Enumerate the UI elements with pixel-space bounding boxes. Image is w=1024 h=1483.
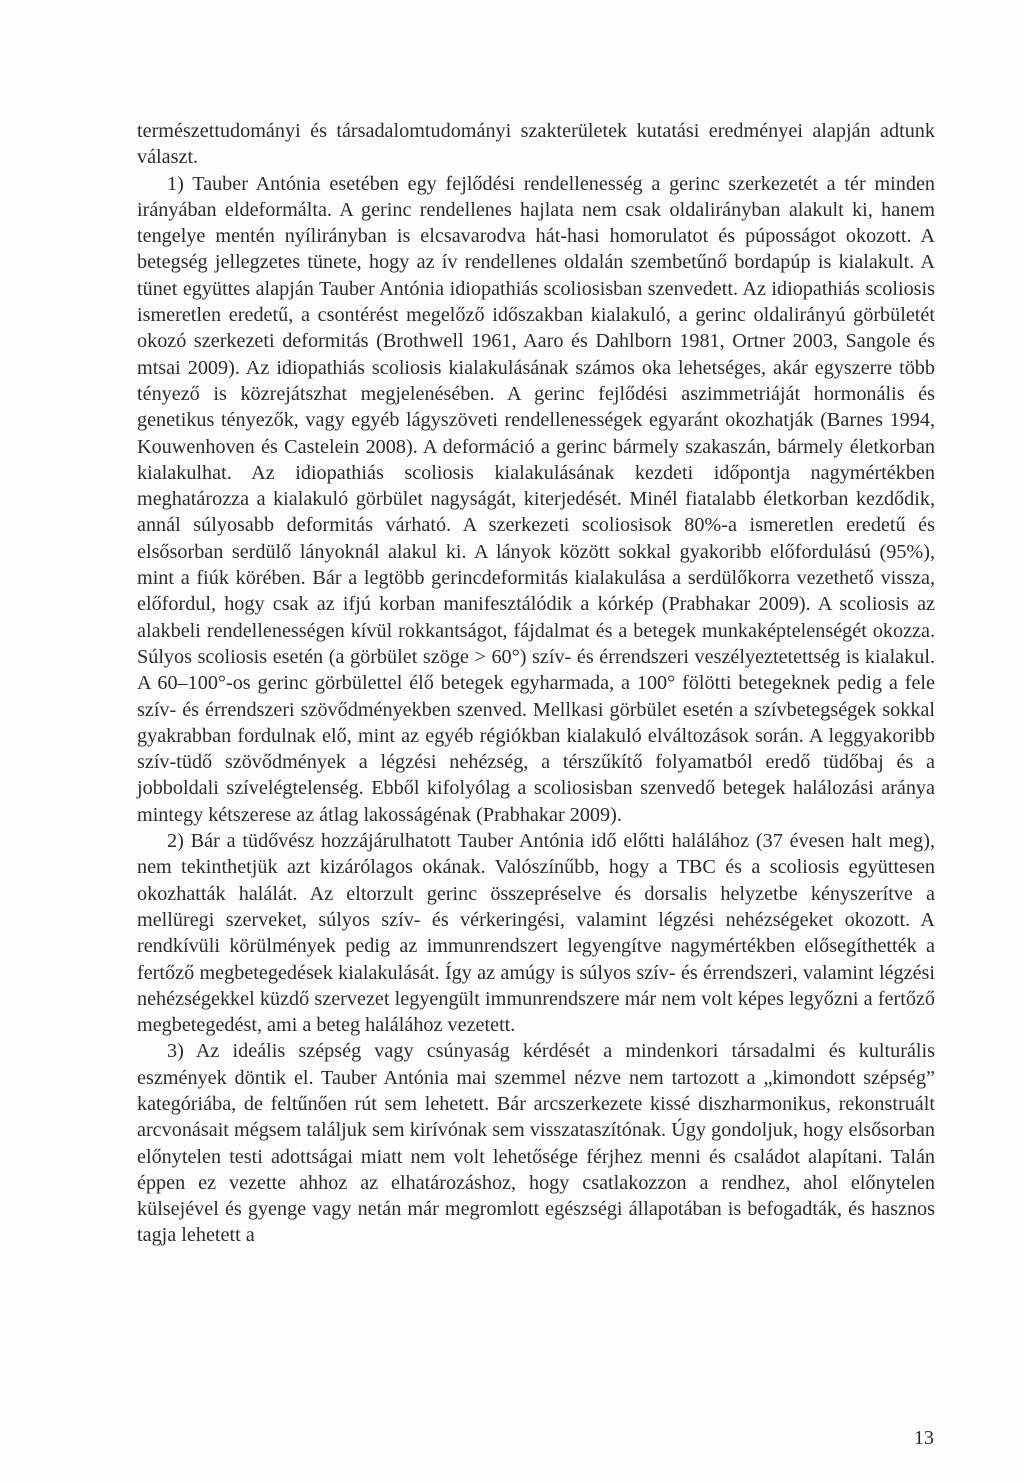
paragraph-2-tuberculosis: 2) Bár a tüdővész hozzájárulhatott Tauber Antónia idő előtti halálához (37 évesen halt meg), nem tekinthetjük azt kizárólagos okának. Valószínűbb, hogy a TBC és a scoliosis együttesen okozhatták halálát. Az eltorzult gerinc összepréselve és dorsalis helyzetbe kényszerítve a mellüregi szerveket, súlyos szív- és vérkeringési, valamint légzési nehézségeket okozott. A rendkívüli körülmények pedig az immunrendszert legyengítve nagymértékben elősegíthették a fertőző megbetegedések kialakulását. Így az amúgy is súlyos szív- és érrendszeri, valamint légzési nehézségekkel küzdő szervezet legyengült immunrendszere már nem volt képes legyőzni a fertőző megbetegedést, ami a beteg halálához vezetett. — [137, 830, 935, 1037]
body-text — [137, 118, 935, 1249]
paragraph-1-scoliosis: 1) Tauber Antónia esetében egy fejlődési rendellenesség a gerinc szerkezetét a tér minden irányában eldeformálta. A gerinc rendellenes hajlata nem csak oldalirányban alakult ki, hanem tengelye mentén nyílirányban is elcsavarodva hát-hasi homorulatot és púposságot okozott. A betegség jellegzetes tünete, hogy az ív rendellenes oldalán szembetűnő bordapúp is kialakult. A tünet együttes alapján Tauber Antónia idiopathiás scoliosisban szenvedett. Az idiopathiás scoliosis ismeretlen eredetű, a csontérést megelőző időszakban kialakuló, a gerinc oldalirányú görbületét okozó szerkezeti deformitás (Brothwell 1961, Aaro és Dahlborn 1981, Ortner 2003, Sangole és mtsai 2009). Az idiopathiás scoliosis kialakulásának számos oka lehetséges, akár egyszerre több tényező is közrejátszhat megjelenésében. A gerinc fejlődési aszimmetriáját hormonális és genetikus tényezők, vagy egyéb lágyszöveti rendellenességek egyaránt okozhatják (Barnes 1994, Kouwenhoven és Castelein 2008). A deformáció a gerinc bármely szakaszán, bármely életkorban kialakulhat. Az idiopathiás scoliosis kialakulásának kezdeti időpontja nagymértékben meghatározza a kialakuló görbület nagyságát, kiterjedését. Minél fiatalabb életkorban kezdődik, annál súlyosabb deformitás várható. A szerkezeti scoliosisok 80%-a ismeretlen eredetű és elsősorban serdülő lányoknál alakul ki. A lányok között sokkal gyakoribb előfordulású (95%), mint a fiúk körében. Bár a legtöbb gerincdeformitás kialakulása a serdülőkorra vezethető vissza, előfordul, hogy csak az ifjú korban manifesztálódik a kórkép (Prabhakar 2009). A scoliosis az alakbeli rendellenességen kívül rokkantságot, fájdalmat és a betegek munkaképtelenségét okozza. Súlyos scoliosis esetén (a görbület szöge > 60°) szív- és érrendszeri veszélyeztetettség is kialakul. A 60–100°-os gerinc görbülettel élő betegek egyharmada, a 100° fölötti betegeknek pedig a fele szív- és érrendszeri szövődményekben szenved. Mellkasi görbület esetén a szívbetegségek sokkal gyakrabban fordulnak elő, mint az egyéb régiókban kialakuló elváltozások során. A leggyakoribb szív-tüdő szövődmények a légzési nehézség, a térszűkítő folyamatból eredő tüdőbaj és a jobboldali szívelégtelenség. Ebből kifolyólag a scoliosisban szenvedő betegek halálozási aránya mintegy kétszerese az átlag lakosságénak (Prabhakar 2009). — [137, 172, 935, 826]
paragraph-3-beauty: 3) Az ideális szépség vagy csúnyaság kérdését a mindenkori társadalmi és kulturális eszmények döntik el. Tauber Antónia mai szemmel nézve nem tartozott a „kimondott szépség” kategóriába, de feltűnően rút sem lehetett. Bár arcszerkezete kissé diszharmonikus, rekonstruált arcvonásait mégsem találjuk sem kirívónak sem visszataszítónak. Úgy gondoljuk, hogy elsősorban előnytelen testi adottságai miatt nem volt lehetősége férjhez menni és családot alapítani. Talán éppen ez vezette ahhoz az elhatározáshoz, hogy csatlakozzon a rendhez, ahol előnytelen külsejével és gyenge vagy netán már megromlott egészségi állapotában is befogadták, és hasznos tagja lehetett a — [137, 1040, 935, 1247]
paragraph-intro: természettudományi és társadalomtudományi szakterületek kutatási eredményei alapján adtunk választ. — [137, 120, 935, 169]
page-number: 13 — [913, 1427, 934, 1449]
